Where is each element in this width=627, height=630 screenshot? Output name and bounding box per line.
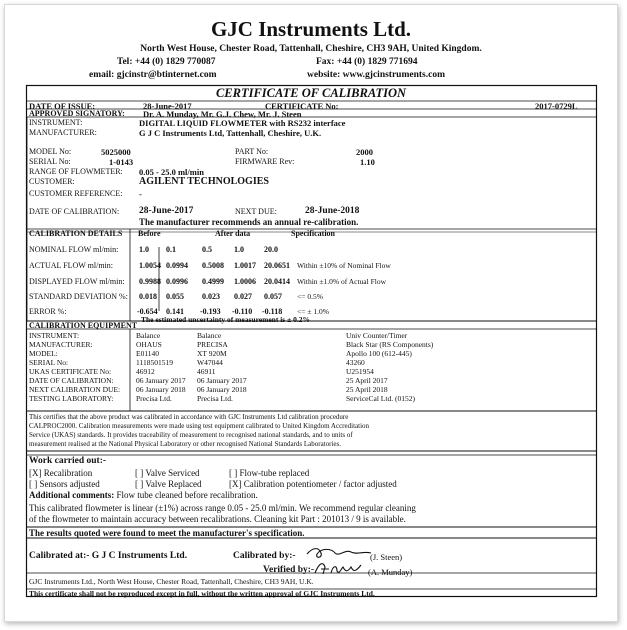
certificate-no: 2017-0729L	[535, 101, 578, 111]
table-spec: Within ±1.0% of Actual Flow	[297, 277, 387, 286]
table-cell: -0.118	[262, 307, 283, 316]
equipment-cell: 06 January 2017	[197, 376, 247, 385]
firmware-label: FIRMWARE Rev:	[235, 157, 295, 166]
work-potentiometer-adjusted: [X] Calibration potentiometer / factor adjusted	[229, 479, 397, 489]
work-flowtube-replaced: [ ] Flow-tube replaced	[229, 468, 310, 478]
specification-header: Specification	[291, 229, 335, 238]
after-header: After data	[215, 229, 251, 238]
table-cell: 0.027	[234, 292, 252, 301]
equipment-cell: U251954	[346, 367, 374, 376]
certificate-title: CERTIFICATE OF CALIBRATION	[215, 86, 407, 100]
certificate-page	[4, 4, 618, 622]
table-cell: 1.0017	[234, 261, 256, 270]
equipment-title: CALIBRATION EQUIPMENT	[29, 321, 138, 330]
work-title: Work carried out:-	[29, 456, 107, 466]
footer-notice: This certificate shall not be reproduced except in full, without the written approval of GJC Instruments Ltd.	[29, 589, 375, 598]
table-cell: 0.023	[202, 292, 220, 301]
equipment-label: TESTING LABORATORY:	[29, 394, 114, 403]
equipment-label: UKAS CERTIFICATE No:	[29, 367, 112, 376]
equipment-cell: 46912	[136, 367, 155, 376]
calibration-details-title: CALIBRATION DETAILS	[29, 229, 123, 238]
traceability-line: CALPROC2000. Calibration measurements were made using test equipment calibrated to United Kingdom Accreditation	[29, 422, 370, 430]
table-cell: 1.0006	[234, 277, 256, 286]
equipment-cell: 25 April 2018	[346, 385, 388, 394]
serial-label: SERIAL No:	[29, 157, 71, 166]
calibrated-by-label: Calibrated by:-	[233, 551, 296, 561]
equipment-label: NEXT CALIBRATION DUE:	[29, 385, 121, 394]
range-label: RANGE OF FLOWMETER:	[29, 167, 123, 176]
table-row-label: ERROR %:	[29, 307, 67, 316]
linearity-paragraph-2: of the flowmeter to maintain accuracy between recalibrations. Cleaning kit Part : 201013 / 9 is available.	[29, 514, 406, 524]
date-of-calibration: 28-June-2017	[139, 206, 194, 216]
table-cell: 0.0996	[166, 277, 188, 286]
part-label: PART No:	[235, 147, 269, 156]
firmware-value: 1.10	[360, 157, 375, 167]
part-value: 2000	[356, 147, 373, 157]
table-spec: <= ± 1.0%	[297, 307, 329, 316]
instrument-label: INSTRUMENT:	[29, 118, 83, 127]
table-cell: 0.5	[202, 245, 212, 254]
traceability-line: This certifies that the above product was calibrated in accordance with GJC Instruments Ltd calibration procedure	[29, 413, 349, 421]
equipment-cell: Balance	[197, 331, 222, 340]
equipment-cell: Balance	[136, 331, 161, 340]
customer-ref-label: CUSTOMER REFERENCE:	[29, 189, 123, 198]
equipment-cell: 46911	[197, 367, 216, 376]
equipment-cell: PRECISA	[197, 340, 228, 349]
equipment-cell: Precisa Ltd.	[136, 394, 172, 403]
recalibration-recommendation: The manufacturer recommends an annual re-calibration.	[139, 217, 359, 227]
equipment-cell: OHAUS	[136, 340, 162, 349]
table-cell: 0.9988	[139, 277, 161, 286]
equipment-cell: E01140	[136, 349, 160, 358]
table-cell: 1.0	[234, 245, 244, 254]
table-spec: <= 0.5%	[297, 292, 323, 301]
equipment-label: MANUFACTURER:	[29, 340, 93, 349]
footer-address: GJC Instruments Ltd., North West House, Chester Road, Tattenhall, Cheshire, CH3 9AH, U.K.	[29, 577, 314, 586]
customer-label: CUSTOMER:	[29, 177, 75, 186]
equipment-label: SERIAL No:	[29, 358, 69, 367]
manufacturer-label: MANUFACTURER:	[29, 128, 97, 137]
table-cell: 0.1	[166, 245, 176, 254]
date-of-calibration-label: DATE OF CALIBRATION:	[29, 207, 120, 216]
range-value: 0.05 - 25.0 ml/min	[139, 167, 204, 177]
table-cell: 1.0054	[139, 261, 161, 270]
table-row-label: DISPLAYED FLOW ml/min:	[29, 277, 125, 286]
model-value: 5025000	[101, 147, 131, 157]
equipment-cell: 06 January 2018	[136, 385, 186, 394]
table-cell: -0.193	[200, 307, 221, 316]
manufacturer-value: G J C Instruments Ltd, Tattenhall, Cheshire, U.K.	[139, 128, 322, 138]
equipment-cell: Apollo 100 (612-445)	[346, 349, 412, 358]
equipment-cell: XT 920M	[197, 349, 227, 358]
comments-text: Flow tube cleaned before recalibration.	[116, 490, 258, 500]
company-fax: Fax: +44 (0) 1829 771694	[316, 57, 418, 67]
table-cell: 0.057	[264, 292, 282, 301]
next-due-label: NEXT DUE:	[235, 207, 277, 216]
certificate-no-label: CERTIFICATE No:	[265, 101, 339, 111]
date-of-issue-label: DATE OF ISSUE:	[29, 101, 96, 111]
table-cell: 0.5008	[202, 261, 224, 270]
table-cell: -0.110	[232, 307, 253, 316]
equipment-cell: 43260	[346, 358, 365, 367]
uncertainty-note: The estimated uncertainty of measurement is ± 0.2%	[141, 315, 310, 324]
equipment-cell: 06 January 2018	[197, 385, 247, 394]
before-header: Before	[138, 229, 161, 238]
steen-name: (J. Steen)	[370, 552, 403, 562]
calibrated-at: Calibrated at:- G J C Instruments Ltd.	[29, 551, 188, 561]
table-row-label: STANDARD DEVIATION %:	[29, 292, 128, 301]
equipment-cell: Univ Counter/Timer	[346, 331, 408, 340]
table-row-label: ACTUAL FLOW ml/min:	[29, 261, 113, 270]
company-address: North West House, Chester Road, Tattenhall, Cheshire, CH3 9AH, United Kingdom.	[140, 44, 482, 54]
munday-signature-icon	[311, 559, 369, 577]
next-due-value: 28-June-2018	[305, 206, 360, 216]
company-name: GJC Instruments Ltd.	[210, 17, 412, 41]
table-row-label: NOMINAL FLOW ml/min:	[29, 245, 119, 254]
equipment-label: DATE OF CALIBRATION:	[29, 376, 114, 385]
table-cell: 0.4999	[202, 277, 224, 286]
equipment-label: MODEL:	[29, 349, 58, 358]
company-tel: Tel: +44 (0) 1829 770087	[117, 57, 216, 67]
work-sensors-adjusted: [ ] Sensors adjusted	[29, 479, 100, 489]
table-cell: 0.018	[139, 292, 157, 301]
table-cell: 0.055	[166, 292, 184, 301]
table-cell: 20.0414	[264, 277, 290, 286]
table-cell: 1.0	[139, 245, 149, 254]
comments-label: Additional comments:	[29, 490, 115, 500]
customer-value: AGILENT TECHNOLOGIES	[139, 176, 269, 187]
linearity-paragraph-1: This calibrated flowmeter is linear (±1%) across range 0.05 - 25.0 ml/min. We recommend regular cleaning	[29, 503, 416, 513]
equipment-cell: 25 April 2017	[346, 376, 388, 385]
table-cell: 20.0651	[264, 261, 290, 270]
results-statement: The results quoted were found to meet the manufacturer's specification.	[29, 528, 305, 538]
signatory-names: Dr. A. Munday, Mr. G.J. Chew, Mr. J. Steen	[143, 109, 302, 119]
equipment-cell: ServiceCal Ltd. (0152)	[346, 394, 415, 403]
equipment-cell: W47044	[197, 358, 223, 367]
equipment-cell: Precisa Ltd.	[197, 394, 233, 403]
model-label: MODEL No:	[29, 147, 72, 156]
traceability-line: Service (UKAS) standards. It provides traceability of measurement to recognised national standards, and to units of	[29, 431, 353, 439]
customer-ref-value: -	[139, 189, 142, 199]
company-email: email: gjcinstr@btinternet.com	[89, 70, 217, 80]
table-spec: Within ±10% of Nominal Flow	[297, 261, 391, 270]
date-of-issue: 28-June-2017	[143, 101, 192, 111]
signatory-label: APPROVED SIGNATORY:	[29, 109, 125, 118]
company-website: website: www.gjcinstruments.com	[307, 70, 445, 80]
traceability-line: measurement realised at the National Physical Laboratory or other recognised National Standards Laboratories.	[29, 440, 341, 448]
table-cell: 0.141	[166, 307, 184, 316]
instrument-value: DIGITAL LIQUID FLOWMETER with RS232 interface	[139, 118, 346, 128]
verified-by-label: Verified by:-	[263, 565, 315, 575]
table-cell: 0.0994	[166, 261, 188, 270]
equipment-cell: 1118501519	[136, 358, 173, 367]
work-valve-serviced: [ ] Valve Serviced	[135, 468, 200, 478]
equipment-cell: 06 January 2017	[136, 376, 186, 385]
equipment-cell: Black Star (RS Components)	[346, 340, 434, 349]
table-cell: 20.0	[264, 245, 278, 254]
equipment-label: INSTRUMENT:	[29, 331, 80, 340]
munday-name: (A. Munday)	[368, 567, 413, 577]
work-valve-replaced: [ ] Valve Replaced	[135, 479, 202, 489]
work-recalibration: [X] Recalibration	[29, 468, 93, 478]
serial-value: 1-0143	[109, 157, 134, 167]
table-cell: -0.654	[137, 307, 158, 316]
